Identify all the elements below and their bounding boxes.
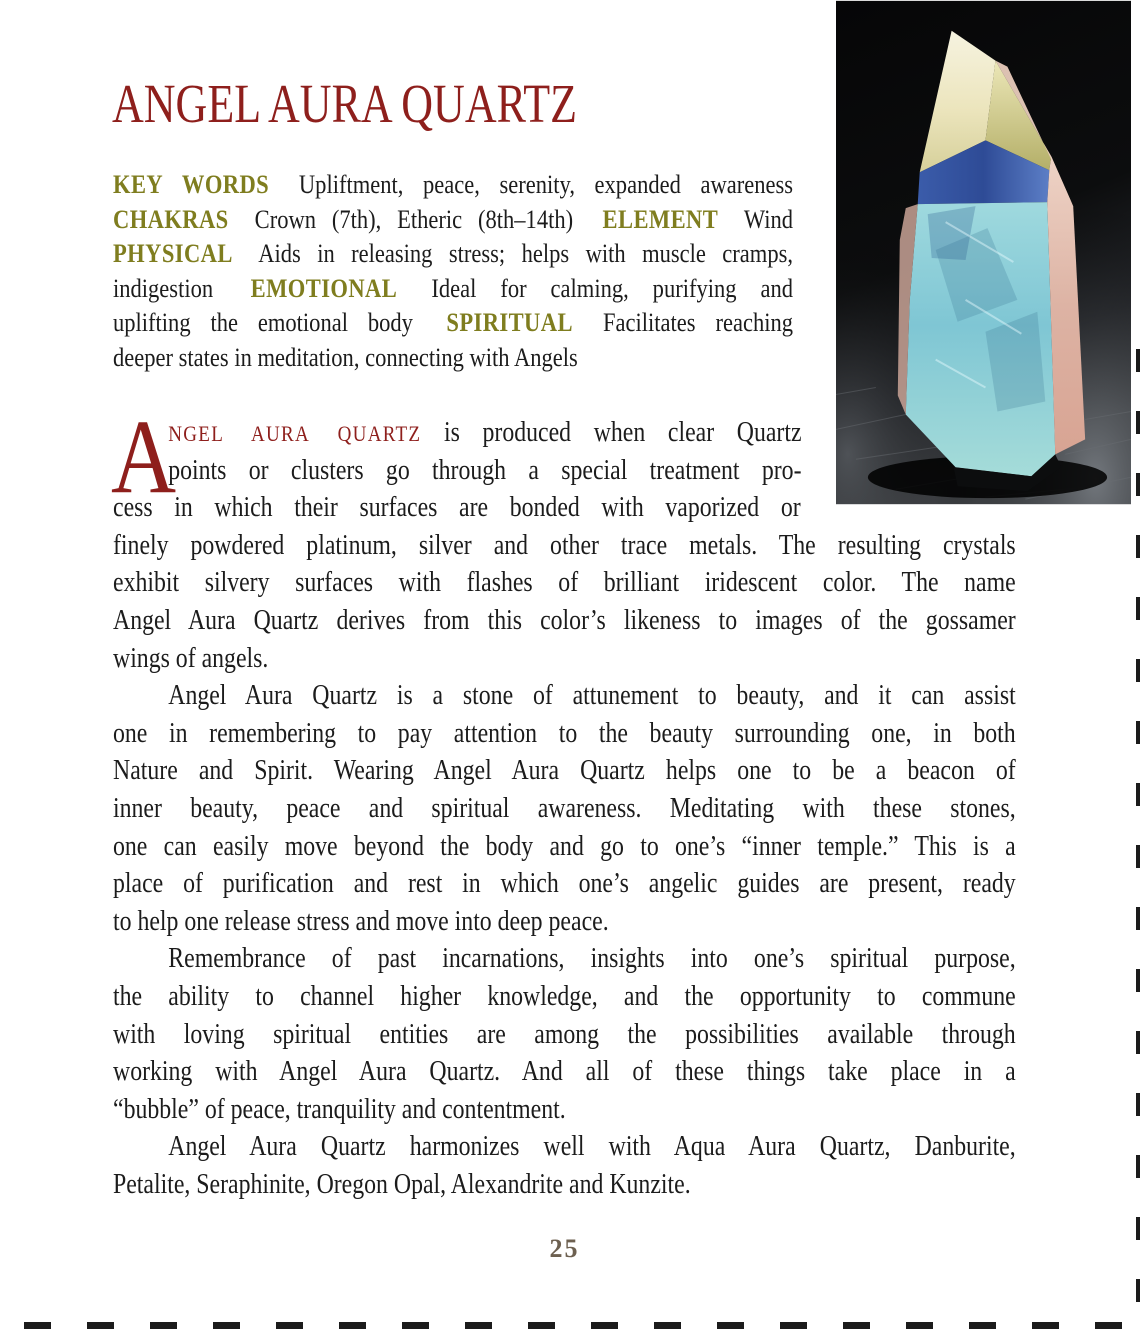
keyword-label: CHAKRAS xyxy=(113,203,229,234)
keyword-text: Aids in releasing stress; helps with muscle cramps, xyxy=(258,238,793,269)
body-line: “bubble” of peace, tranquility and contentment. xyxy=(113,1093,566,1125)
keyword-label: SPIRITUAL xyxy=(446,307,573,338)
keyword-label: ELEMENT xyxy=(602,203,719,234)
body-line: exhibit silvery surfaces with flashes of brilliant iridescent color. The name xyxy=(113,567,1016,599)
keyword-text: Facilitates reaching xyxy=(602,307,794,338)
body-line: with loving spiritual entities are among the possibilities available through xyxy=(113,1018,1016,1050)
keywords-line xyxy=(113,305,793,340)
body-line: the ability to channel higher knowledge, and the opportunity to commune xyxy=(113,980,1016,1012)
keyword-text: Ideal for calming, purifying and xyxy=(431,272,793,303)
page-title: ANGEL AURA QUARTZ xyxy=(112,73,578,134)
lead-small-caps: NGEL AURA QUARTZ xyxy=(168,421,422,446)
body-text-block xyxy=(113,414,1016,1203)
keyword-label: PHYSICAL xyxy=(113,238,233,269)
body-line: Nature and Spirit. Wearing Angel Aura Quartz helps one to be a beacon of xyxy=(113,755,1016,787)
body-line: one can easily move beyond the body and go to one’s “inner temple.” This is a xyxy=(113,830,1016,862)
keywords-block xyxy=(113,167,793,375)
keywords-line xyxy=(113,340,793,375)
body-line: Remembrance of past incarnations, insights into one’s spiritual purpose, xyxy=(168,943,1016,975)
body-line: working with Angel Aura Quartz. And all of these things take place in a xyxy=(113,1056,1016,1088)
body-line xyxy=(168,414,801,452)
body-line: points or clusters go through a special treatment pro- xyxy=(168,454,802,486)
bottom-dash-line xyxy=(24,1322,1140,1329)
right-edge-marks xyxy=(1136,349,1140,1326)
body-line: place of purification and rest in which one’s angelic guides are present, ready xyxy=(113,868,1016,900)
body-line: cess in which their surfaces are bonded with vaporized or xyxy=(113,492,801,524)
keyword-text: indigestion xyxy=(113,272,214,303)
keywords-line xyxy=(113,167,793,202)
keyword-label: KEY WORDS xyxy=(113,169,270,199)
body-line: Petalite, Seraphinite, Oregon Opal, Alexandrite and Kunzite. xyxy=(113,1168,691,1200)
body-line: finely powdered platinum, silver and other trace metals. The resulting crystals xyxy=(113,529,1016,561)
body-line: to help one release stress and move into deep peace. xyxy=(113,905,609,937)
keyword-text: Upliftment, peace, serenity, expanded awareness xyxy=(298,169,794,199)
page-number: 25 xyxy=(549,1234,580,1263)
keyword-text: Wind xyxy=(743,203,793,234)
body-line: Angel Aura Quartz is a stone of attunement to beauty, and it can assist xyxy=(168,680,1016,712)
keyword-text: uplifting the emotional body xyxy=(113,307,413,338)
body-line: inner beauty, peace and spiritual awareness. Meditating with these stones, xyxy=(113,792,1016,824)
drop-cap: A xyxy=(111,398,177,515)
keywords-line xyxy=(113,271,793,306)
keywords-line xyxy=(113,202,793,237)
body-line: one in remembering to pay attention to the beauty surrounding one, in both xyxy=(113,717,1016,749)
keyword-text: deeper states in meditation, connecting with Angels xyxy=(113,341,578,372)
keyword-label: EMOTIONAL xyxy=(250,272,398,303)
body-line: Angel Aura Quartz harmonizes well with Aqua Aura Quartz, Danburite, xyxy=(168,1131,1016,1163)
body-line: wings of angels. xyxy=(113,642,269,674)
body-text: is produced when clear Quartz xyxy=(443,417,802,448)
keywords-line xyxy=(113,236,793,271)
keyword-text: Crown (7th), Etheric (8th–14th) xyxy=(254,203,574,234)
body-line: Angel Aura Quartz derives from this color’s likeness to images of the gossamer xyxy=(113,604,1016,636)
